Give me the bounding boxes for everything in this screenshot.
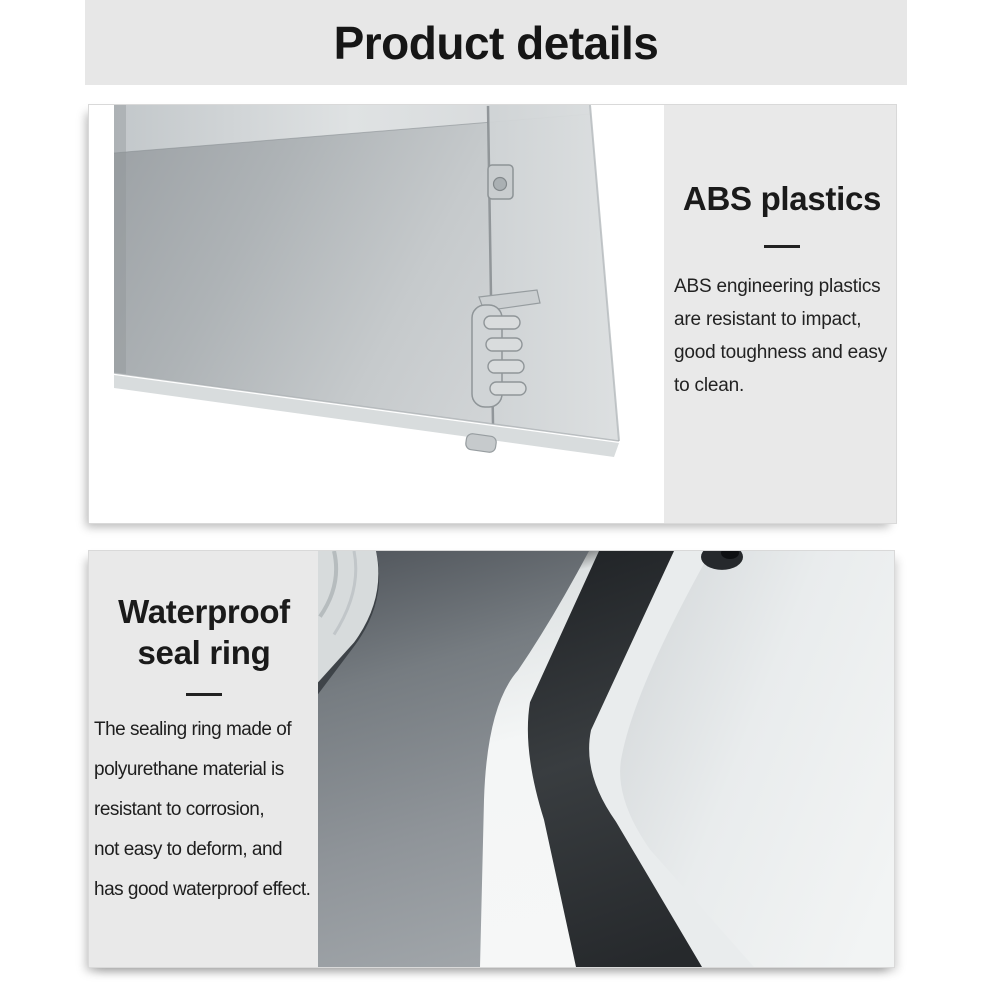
page-header	[85, 0, 907, 85]
body-line: are resistant to impact,	[674, 309, 862, 330]
seal-photo-art	[318, 551, 894, 967]
divider-dash	[764, 245, 800, 248]
body-line: polyurethane material is	[94, 759, 284, 780]
seal-section-card	[88, 550, 895, 968]
seal-body-text	[92, 710, 316, 910]
seal-heading	[92, 591, 316, 673]
body-line: to clean.	[674, 375, 745, 396]
abs-body-text	[674, 270, 890, 402]
bottom-hinge-stub	[465, 433, 497, 453]
abs-heading: ABS plastics	[682, 180, 882, 217]
page-title: Product details	[333, 16, 659, 69]
seal-text-panel	[89, 551, 318, 967]
box-left-edge-shade	[114, 105, 126, 374]
screw-bracket	[488, 165, 513, 199]
body-line: The sealing ring made of	[94, 719, 292, 740]
enclosure-photo	[89, 105, 664, 523]
seal-heading-line: Waterproof	[118, 593, 290, 630]
enclosure-photo-art	[89, 105, 664, 523]
body-line: not easy to deform, and	[94, 839, 283, 860]
body-line: good toughness and easy	[674, 342, 888, 363]
abs-section-card	[88, 104, 897, 524]
body-line: ABS engineering plastics	[674, 276, 881, 297]
body-line: has good waterproof effect.	[94, 879, 311, 900]
divider-dash	[186, 693, 222, 696]
seal-heading-line: seal ring	[137, 634, 271, 671]
abs-text-panel	[664, 105, 896, 523]
body-line: resistant to corrosion,	[94, 799, 265, 820]
seal-photo	[318, 551, 894, 967]
